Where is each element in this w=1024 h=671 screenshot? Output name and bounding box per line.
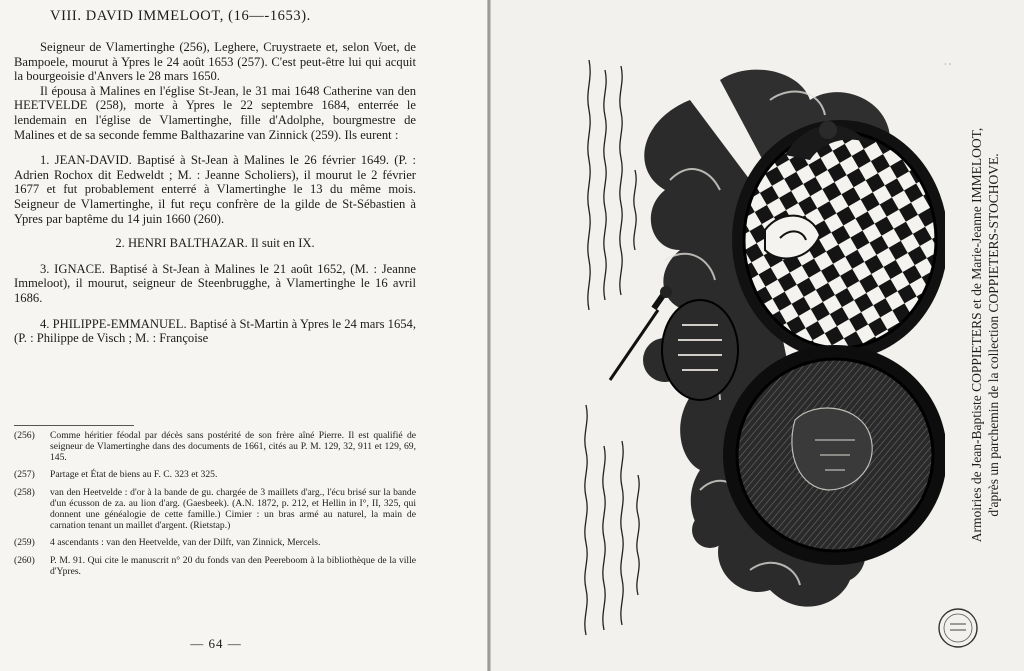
- footnotes: [14, 431, 416, 585]
- library-stamp-icon: [936, 606, 980, 650]
- paragraph-1: Seigneur de Vlamertinghe (256), Leghere, Cruystraete et, selon Voet, de Bampoele, mourut à Ypres le 24 août 1653 (257). C'est peut-être lui qui acquit la bourgeoisie d'Anvers le 28 mars 1650.: [14, 40, 416, 84]
- upper-shield: [732, 120, 945, 360]
- plate-caption: [968, 55, 1002, 615]
- footnote-258: [14, 488, 416, 531]
- footnote-rule: [14, 425, 134, 426]
- handwritten-inscription-upper: [575, 50, 645, 320]
- footnote-text: Comme héritier féodal par décès sans postérité de son frère aîné Pierre. Il est qualifié de seigneur de Vlamertinghe dans des documents de 1661, cités au P. M. 129, 32, 911 et 129, 69, 145.: [50, 430, 416, 463]
- caption-line-2: d'après un parchemin de la collection COPPIETERS-STOCHOVE.: [986, 153, 1001, 517]
- caption-line-1: Armoiries de Jean-Baptiste COPPIETERS et de Marie-Jeanne IMMELOOT,: [969, 127, 984, 543]
- footnote-number: (258): [14, 487, 35, 499]
- footnote-259: [14, 538, 416, 549]
- child-entry-3: 3. IGNACE. Baptisé à St-Jean à Malines le 21 août 1652, (M. : Jeanne Immeloot), il mourut, seigneur de Steenbrugghe, à Vlamertinghe le 16 avril 1686.: [14, 261, 416, 305]
- footnote-number: (256): [14, 430, 35, 441]
- child-entry-2: 2. HENRI BALTHAZAR. Il suit en IX.: [115, 236, 315, 251]
- footnote-text: P. M. 91. Qui cite le manuscrit n° 20 du fonds van den Peereboom à la bibliothèque de la ville d'Ypres.: [50, 555, 416, 577]
- left-page: [0, 0, 487, 671]
- footnote-260: [14, 556, 416, 578]
- lower-shield: [723, 345, 945, 565]
- page-heading: VIII. DAVID IMMELOOT, (16—-1653).: [50, 8, 311, 24]
- page-number: — 64 —: [190, 636, 242, 651]
- paragraph-2: Il épousa à Malines en l'église St-Jean, le 31 mai 1648 Catherine van den HEETVELDE (258), morte à Ypres le 22 septembre 1684, enterrée le lendemain en l'église de Vlamertinghe, fille d'Adolphe, bourgmestre de Malines et de sa seconde femme Balthazarine van Zinnick (259). Ils eurent :: [14, 83, 416, 142]
- footnote-number: (260): [14, 555, 35, 567]
- footnote-number: (259): [14, 537, 35, 549]
- footnote-257: [14, 470, 416, 481]
- footnote-text: van den Heetvelde : d'or à la bande de gu. chargée de 3 maillets d'arg., l'écu brisé sur la bande d'un écusson de za. au lion d'arg. (Gaesbeek). (A.N. 1872, p. 212, et Hellin in I°, II, 325, qui donnent une généalogie de cette famille.) Cimier : un bras armé au naturel, la main de carnation tenant un maillet d'argent. (Rietstap.): [50, 487, 416, 531]
- child-entry-4: 4. PHILIPPE-EMMANUEL. Baptisé à St-Martin à Ypres le 24 mars 1654, (P. : Philippe de Visch ; M. : Françoise: [14, 316, 416, 346]
- helmet-icon: [662, 300, 738, 400]
- footnote-text: Partage et État de biens au F. C. 323 et 325.: [50, 469, 218, 481]
- footnote-text: 4 ascendants : van den Heetvelde, van der Dilft, van Zinnick, Mercels.: [50, 537, 321, 549]
- child-entry-1: 1. JEAN-DAVID. Baptisé à St-Jean à Malines le 26 février 1649. (P. : Adrien Rochox dit Eedweldt ; M. : Jeanne Scholiers), il mourut le 2 février 1677 et fut probablement enterré à Vlamertinghe le 13 du même mois. Seigneur de Vlamertinghe, il fut reçu confrère de la gilde de St-Sébastien à Ypres par baptême du 14 juin 1660 (260).: [14, 153, 416, 226]
- body-text: [14, 40, 416, 346]
- paper-speck: · ·: [944, 60, 952, 69]
- handwritten-inscription-lower: [572, 395, 650, 645]
- footnote-number: (257): [14, 469, 35, 481]
- footnote-256: [14, 431, 416, 463]
